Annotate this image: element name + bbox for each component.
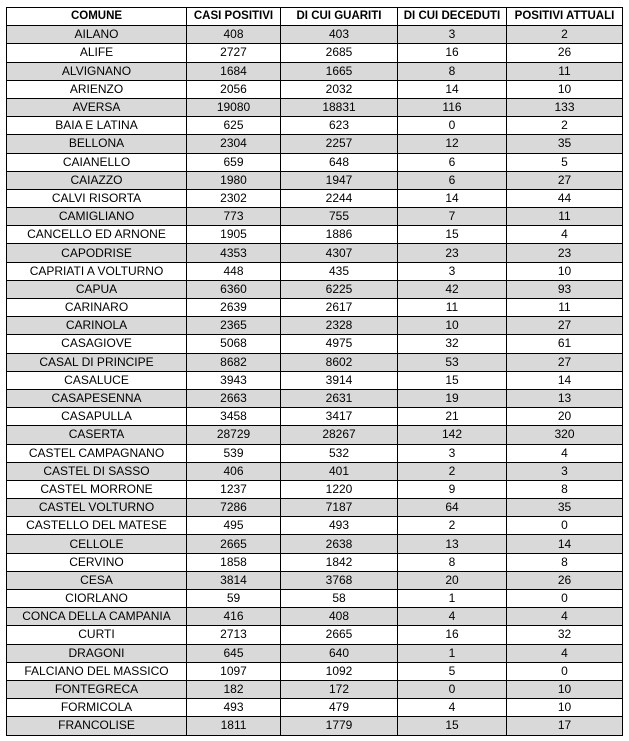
- cell-guariti: 2257: [281, 135, 398, 153]
- cell-positivi-attuali: 11: [507, 299, 623, 317]
- cell-casi-positivi: 4353: [187, 244, 281, 262]
- cell-deceduti: 0: [398, 117, 507, 135]
- table-row: [7, 171, 623, 189]
- table-body: [7, 26, 623, 735]
- cell-casi-positivi: 7286: [187, 499, 281, 517]
- cell-casi-positivi: 416: [187, 608, 281, 626]
- cell-deceduti: 32: [398, 335, 507, 353]
- header-casi-positivi: CASI POSITIVI: [187, 8, 281, 26]
- cell-casi-positivi: 19080: [187, 98, 281, 116]
- cell-positivi-attuali: 11: [507, 62, 623, 80]
- table-row: [7, 98, 623, 116]
- cell-positivi-attuali: 35: [507, 135, 623, 153]
- cell-casi-positivi: 1811: [187, 717, 281, 735]
- cell-casi-positivi: 493: [187, 699, 281, 717]
- cell-guariti: 3417: [281, 408, 398, 426]
- cell-casi-positivi: 59: [187, 590, 281, 608]
- cell-guariti: 2631: [281, 389, 398, 407]
- cell-guariti: 2032: [281, 80, 398, 98]
- cell-comune: CASERTA: [7, 426, 187, 444]
- cell-guariti: 28267: [281, 426, 398, 444]
- cell-casi-positivi: 3943: [187, 371, 281, 389]
- cell-guariti: 532: [281, 444, 398, 462]
- cell-deceduti: 6: [398, 153, 507, 171]
- cell-deceduti: 64: [398, 499, 507, 517]
- cell-comune: FRANCOLISE: [7, 717, 187, 735]
- cell-deceduti: 53: [398, 353, 507, 371]
- table-row: [7, 680, 623, 698]
- table-row: [7, 189, 623, 207]
- cell-guariti: 435: [281, 262, 398, 280]
- cell-deceduti: 0: [398, 680, 507, 698]
- table-row: [7, 153, 623, 171]
- cell-comune: CARINOLA: [7, 317, 187, 335]
- cell-guariti: 1665: [281, 62, 398, 80]
- table-row: [7, 408, 623, 426]
- cell-casi-positivi: 406: [187, 462, 281, 480]
- cell-comune: DRAGONI: [7, 644, 187, 662]
- cell-deceduti: 13: [398, 535, 507, 553]
- cell-guariti: 1092: [281, 662, 398, 680]
- cell-positivi-attuali: 8: [507, 553, 623, 571]
- header-di-cui-deceduti: DI CUI DECEDUTI: [398, 8, 507, 26]
- cell-comune: CASALUCE: [7, 371, 187, 389]
- cell-deceduti: 2: [398, 462, 507, 480]
- cell-positivi-attuali: 26: [507, 571, 623, 589]
- table-row: [7, 426, 623, 444]
- cell-comune: CANCELLO ED ARNONE: [7, 226, 187, 244]
- table-row: [7, 644, 623, 662]
- cell-guariti: 623: [281, 117, 398, 135]
- cell-casi-positivi: 625: [187, 117, 281, 135]
- cell-positivi-attuali: 10: [507, 262, 623, 280]
- cell-guariti: 18831: [281, 98, 398, 116]
- header-positivi-attuali: POSITIVI ATTUALI: [507, 8, 623, 26]
- cell-comune: FALCIANO DEL MASSICO: [7, 662, 187, 680]
- cell-comune: CESA: [7, 571, 187, 589]
- cell-casi-positivi: 773: [187, 208, 281, 226]
- cell-casi-positivi: 2639: [187, 299, 281, 317]
- cell-positivi-attuali: 4: [507, 608, 623, 626]
- cell-positivi-attuali: 320: [507, 426, 623, 444]
- table-row: [7, 26, 623, 44]
- cell-casi-positivi: 28729: [187, 426, 281, 444]
- cell-guariti: 640: [281, 644, 398, 662]
- cell-comune: CAMIGLIANO: [7, 208, 187, 226]
- cell-guariti: 1220: [281, 480, 398, 498]
- cell-deceduti: 14: [398, 80, 507, 98]
- table-row: [7, 535, 623, 553]
- table-row: [7, 62, 623, 80]
- cell-guariti: 4975: [281, 335, 398, 353]
- cell-positivi-attuali: 11: [507, 208, 623, 226]
- cell-comune: CONCA DELLA CAMPANIA: [7, 608, 187, 626]
- cell-guariti: 1947: [281, 171, 398, 189]
- cell-deceduti: 1: [398, 590, 507, 608]
- cell-comune: BAIA E LATINA: [7, 117, 187, 135]
- cell-guariti: 2244: [281, 189, 398, 207]
- table-row: [7, 626, 623, 644]
- cell-casi-positivi: 2665: [187, 535, 281, 553]
- cell-deceduti: 16: [398, 44, 507, 62]
- cell-casi-positivi: 2663: [187, 389, 281, 407]
- cell-deceduti: 15: [398, 717, 507, 735]
- table-row: [7, 462, 623, 480]
- cell-deceduti: 14: [398, 189, 507, 207]
- cell-guariti: 4307: [281, 244, 398, 262]
- cell-guariti: 2328: [281, 317, 398, 335]
- cell-comune: CASTEL CAMPAGNANO: [7, 444, 187, 462]
- cell-casi-positivi: 1237: [187, 480, 281, 498]
- cell-positivi-attuali: 14: [507, 535, 623, 553]
- table-row: [7, 499, 623, 517]
- cell-guariti: 408: [281, 608, 398, 626]
- cell-positivi-attuali: 4: [507, 444, 623, 462]
- cell-positivi-attuali: 4: [507, 644, 623, 662]
- cell-guariti: 493: [281, 517, 398, 535]
- cell-positivi-attuali: 17: [507, 717, 623, 735]
- cell-casi-positivi: 6360: [187, 280, 281, 298]
- cell-deceduti: 3: [398, 26, 507, 44]
- table-row: [7, 571, 623, 589]
- cell-deceduti: 2: [398, 517, 507, 535]
- cell-comune: CERVINO: [7, 553, 187, 571]
- cell-deceduti: 19: [398, 389, 507, 407]
- cell-comune: CALVI RISORTA: [7, 189, 187, 207]
- cell-deceduti: 4: [398, 699, 507, 717]
- cell-comune: ARIENZO: [7, 80, 187, 98]
- cell-casi-positivi: 5068: [187, 335, 281, 353]
- cell-comune: BELLONA: [7, 135, 187, 153]
- cell-casi-positivi: 1905: [187, 226, 281, 244]
- cell-guariti: 2665: [281, 626, 398, 644]
- table-row: [7, 590, 623, 608]
- cell-guariti: 2638: [281, 535, 398, 553]
- table-row: [7, 244, 623, 262]
- cell-positivi-attuali: 3: [507, 462, 623, 480]
- cell-comune: CELLOLE: [7, 535, 187, 553]
- cell-positivi-attuali: 0: [507, 662, 623, 680]
- cell-deceduti: 1: [398, 644, 507, 662]
- cell-comune: CAIANELLO: [7, 153, 187, 171]
- cell-comune: CASAL DI PRINCIPE: [7, 353, 187, 371]
- cell-casi-positivi: 659: [187, 153, 281, 171]
- table-row: [7, 608, 623, 626]
- cell-deceduti: 9: [398, 480, 507, 498]
- cell-casi-positivi: 3814: [187, 571, 281, 589]
- cell-deceduti: 10: [398, 317, 507, 335]
- cell-guariti: 3914: [281, 371, 398, 389]
- cell-guariti: 3768: [281, 571, 398, 589]
- cell-comune: FONTEGRECA: [7, 680, 187, 698]
- table-row: [7, 208, 623, 226]
- cell-deceduti: 142: [398, 426, 507, 444]
- cell-casi-positivi: 2304: [187, 135, 281, 153]
- cell-positivi-attuali: 8: [507, 480, 623, 498]
- table-row: [7, 371, 623, 389]
- cell-casi-positivi: 448: [187, 262, 281, 280]
- cell-deceduti: 116: [398, 98, 507, 116]
- cell-positivi-attuali: 14: [507, 371, 623, 389]
- cell-positivi-attuali: 10: [507, 80, 623, 98]
- cell-casi-positivi: 2302: [187, 189, 281, 207]
- cell-casi-positivi: 1097: [187, 662, 281, 680]
- cell-casi-positivi: 495: [187, 517, 281, 535]
- cell-comune: CASAPULLA: [7, 408, 187, 426]
- cell-guariti: 1886: [281, 226, 398, 244]
- cell-casi-positivi: 2056: [187, 80, 281, 98]
- cell-positivi-attuali: 0: [507, 517, 623, 535]
- table-row: [7, 280, 623, 298]
- table-row: [7, 317, 623, 335]
- cell-comune: CASTEL VOLTURNO: [7, 499, 187, 517]
- cell-positivi-attuali: 4: [507, 226, 623, 244]
- cell-casi-positivi: 2727: [187, 44, 281, 62]
- cell-guariti: 7187: [281, 499, 398, 517]
- table-row: [7, 226, 623, 244]
- cell-positivi-attuali: 44: [507, 189, 623, 207]
- cell-deceduti: 23: [398, 244, 507, 262]
- cell-positivi-attuali: 61: [507, 335, 623, 353]
- spreadsheet-table-container: [6, 7, 623, 736]
- cell-deceduti: 15: [398, 371, 507, 389]
- cell-guariti: 2685: [281, 44, 398, 62]
- cell-comune: FORMICOLA: [7, 699, 187, 717]
- cell-deceduti: 15: [398, 226, 507, 244]
- cell-casi-positivi: 3458: [187, 408, 281, 426]
- cell-casi-positivi: 539: [187, 444, 281, 462]
- cell-casi-positivi: 408: [187, 26, 281, 44]
- cell-deceduti: 21: [398, 408, 507, 426]
- cell-guariti: 58: [281, 590, 398, 608]
- cell-positivi-attuali: 27: [507, 317, 623, 335]
- cell-deceduti: 16: [398, 626, 507, 644]
- cell-deceduti: 11: [398, 299, 507, 317]
- cell-guariti: 1842: [281, 553, 398, 571]
- cell-comune: CAIAZZO: [7, 171, 187, 189]
- header-di-cui-guariti: DI CUI GUARITI: [281, 8, 398, 26]
- cell-casi-positivi: 2713: [187, 626, 281, 644]
- table-row: [7, 480, 623, 498]
- cell-casi-positivi: 8682: [187, 353, 281, 371]
- header-row: [7, 8, 623, 26]
- header-comune: COMUNE: [7, 8, 187, 26]
- cell-positivi-attuali: 23: [507, 244, 623, 262]
- cell-comune: CASAPESENNA: [7, 389, 187, 407]
- cell-casi-positivi: 1980: [187, 171, 281, 189]
- cell-guariti: 2617: [281, 299, 398, 317]
- cell-deceduti: 12: [398, 135, 507, 153]
- table-row: [7, 353, 623, 371]
- cell-guariti: 479: [281, 699, 398, 717]
- cell-positivi-attuali: 2: [507, 26, 623, 44]
- cell-deceduti: 7: [398, 208, 507, 226]
- cell-positivi-attuali: 26: [507, 44, 623, 62]
- table-row: [7, 44, 623, 62]
- cell-positivi-attuali: 13: [507, 389, 623, 407]
- table-row: [7, 335, 623, 353]
- table-row: [7, 299, 623, 317]
- cell-guariti: 648: [281, 153, 398, 171]
- table-row: [7, 262, 623, 280]
- cell-positivi-attuali: 93: [507, 280, 623, 298]
- cell-guariti: 401: [281, 462, 398, 480]
- cell-deceduti: 8: [398, 553, 507, 571]
- cell-comune: CAPRIATI A VOLTURNO: [7, 262, 187, 280]
- cell-comune: CAPODRISE: [7, 244, 187, 262]
- table-row: [7, 662, 623, 680]
- cell-positivi-attuali: 2: [507, 117, 623, 135]
- table-row: [7, 80, 623, 98]
- cell-guariti: 6225: [281, 280, 398, 298]
- cell-positivi-attuali: 27: [507, 353, 623, 371]
- cell-comune: CASAGIOVE: [7, 335, 187, 353]
- cell-comune: AILANO: [7, 26, 187, 44]
- table-row: [7, 553, 623, 571]
- cell-comune: CASTEL DI SASSO: [7, 462, 187, 480]
- cell-positivi-attuali: 32: [507, 626, 623, 644]
- cell-comune: ALVIGNANO: [7, 62, 187, 80]
- cell-guariti: 1779: [281, 717, 398, 735]
- cell-casi-positivi: 645: [187, 644, 281, 662]
- table-row: [7, 389, 623, 407]
- cell-deceduti: 4: [398, 608, 507, 626]
- cell-comune: ALIFE: [7, 44, 187, 62]
- cell-comune: CIORLANO: [7, 590, 187, 608]
- cell-deceduti: 20: [398, 571, 507, 589]
- table-row: [7, 117, 623, 135]
- cell-comune: CURTI: [7, 626, 187, 644]
- cell-comune: AVERSA: [7, 98, 187, 116]
- cell-positivi-attuali: 20: [507, 408, 623, 426]
- table-row: [7, 135, 623, 153]
- cell-deceduti: 42: [398, 280, 507, 298]
- cell-deceduti: 3: [398, 444, 507, 462]
- cell-positivi-attuali: 5: [507, 153, 623, 171]
- cell-positivi-attuali: 27: [507, 171, 623, 189]
- cell-deceduti: 8: [398, 62, 507, 80]
- covid-cases-table: [6, 7, 623, 736]
- cell-positivi-attuali: 35: [507, 499, 623, 517]
- cell-positivi-attuali: 10: [507, 680, 623, 698]
- cell-casi-positivi: 2365: [187, 317, 281, 335]
- cell-positivi-attuali: 0: [507, 590, 623, 608]
- cell-guariti: 403: [281, 26, 398, 44]
- cell-comune: CARINARO: [7, 299, 187, 317]
- cell-guariti: 755: [281, 208, 398, 226]
- cell-casi-positivi: 182: [187, 680, 281, 698]
- cell-guariti: 8602: [281, 353, 398, 371]
- cell-comune: CAPUA: [7, 280, 187, 298]
- cell-deceduti: 6: [398, 171, 507, 189]
- cell-casi-positivi: 1858: [187, 553, 281, 571]
- cell-positivi-attuali: 133: [507, 98, 623, 116]
- cell-guariti: 172: [281, 680, 398, 698]
- table-row: [7, 699, 623, 717]
- cell-deceduti: 3: [398, 262, 507, 280]
- table-row: [7, 517, 623, 535]
- cell-comune: CASTELLO DEL MATESE: [7, 517, 187, 535]
- cell-casi-positivi: 1684: [187, 62, 281, 80]
- cell-deceduti: 5: [398, 662, 507, 680]
- cell-comune: CASTEL MORRONE: [7, 480, 187, 498]
- table-row: [7, 444, 623, 462]
- table-row: [7, 717, 623, 735]
- cell-positivi-attuali: 10: [507, 699, 623, 717]
